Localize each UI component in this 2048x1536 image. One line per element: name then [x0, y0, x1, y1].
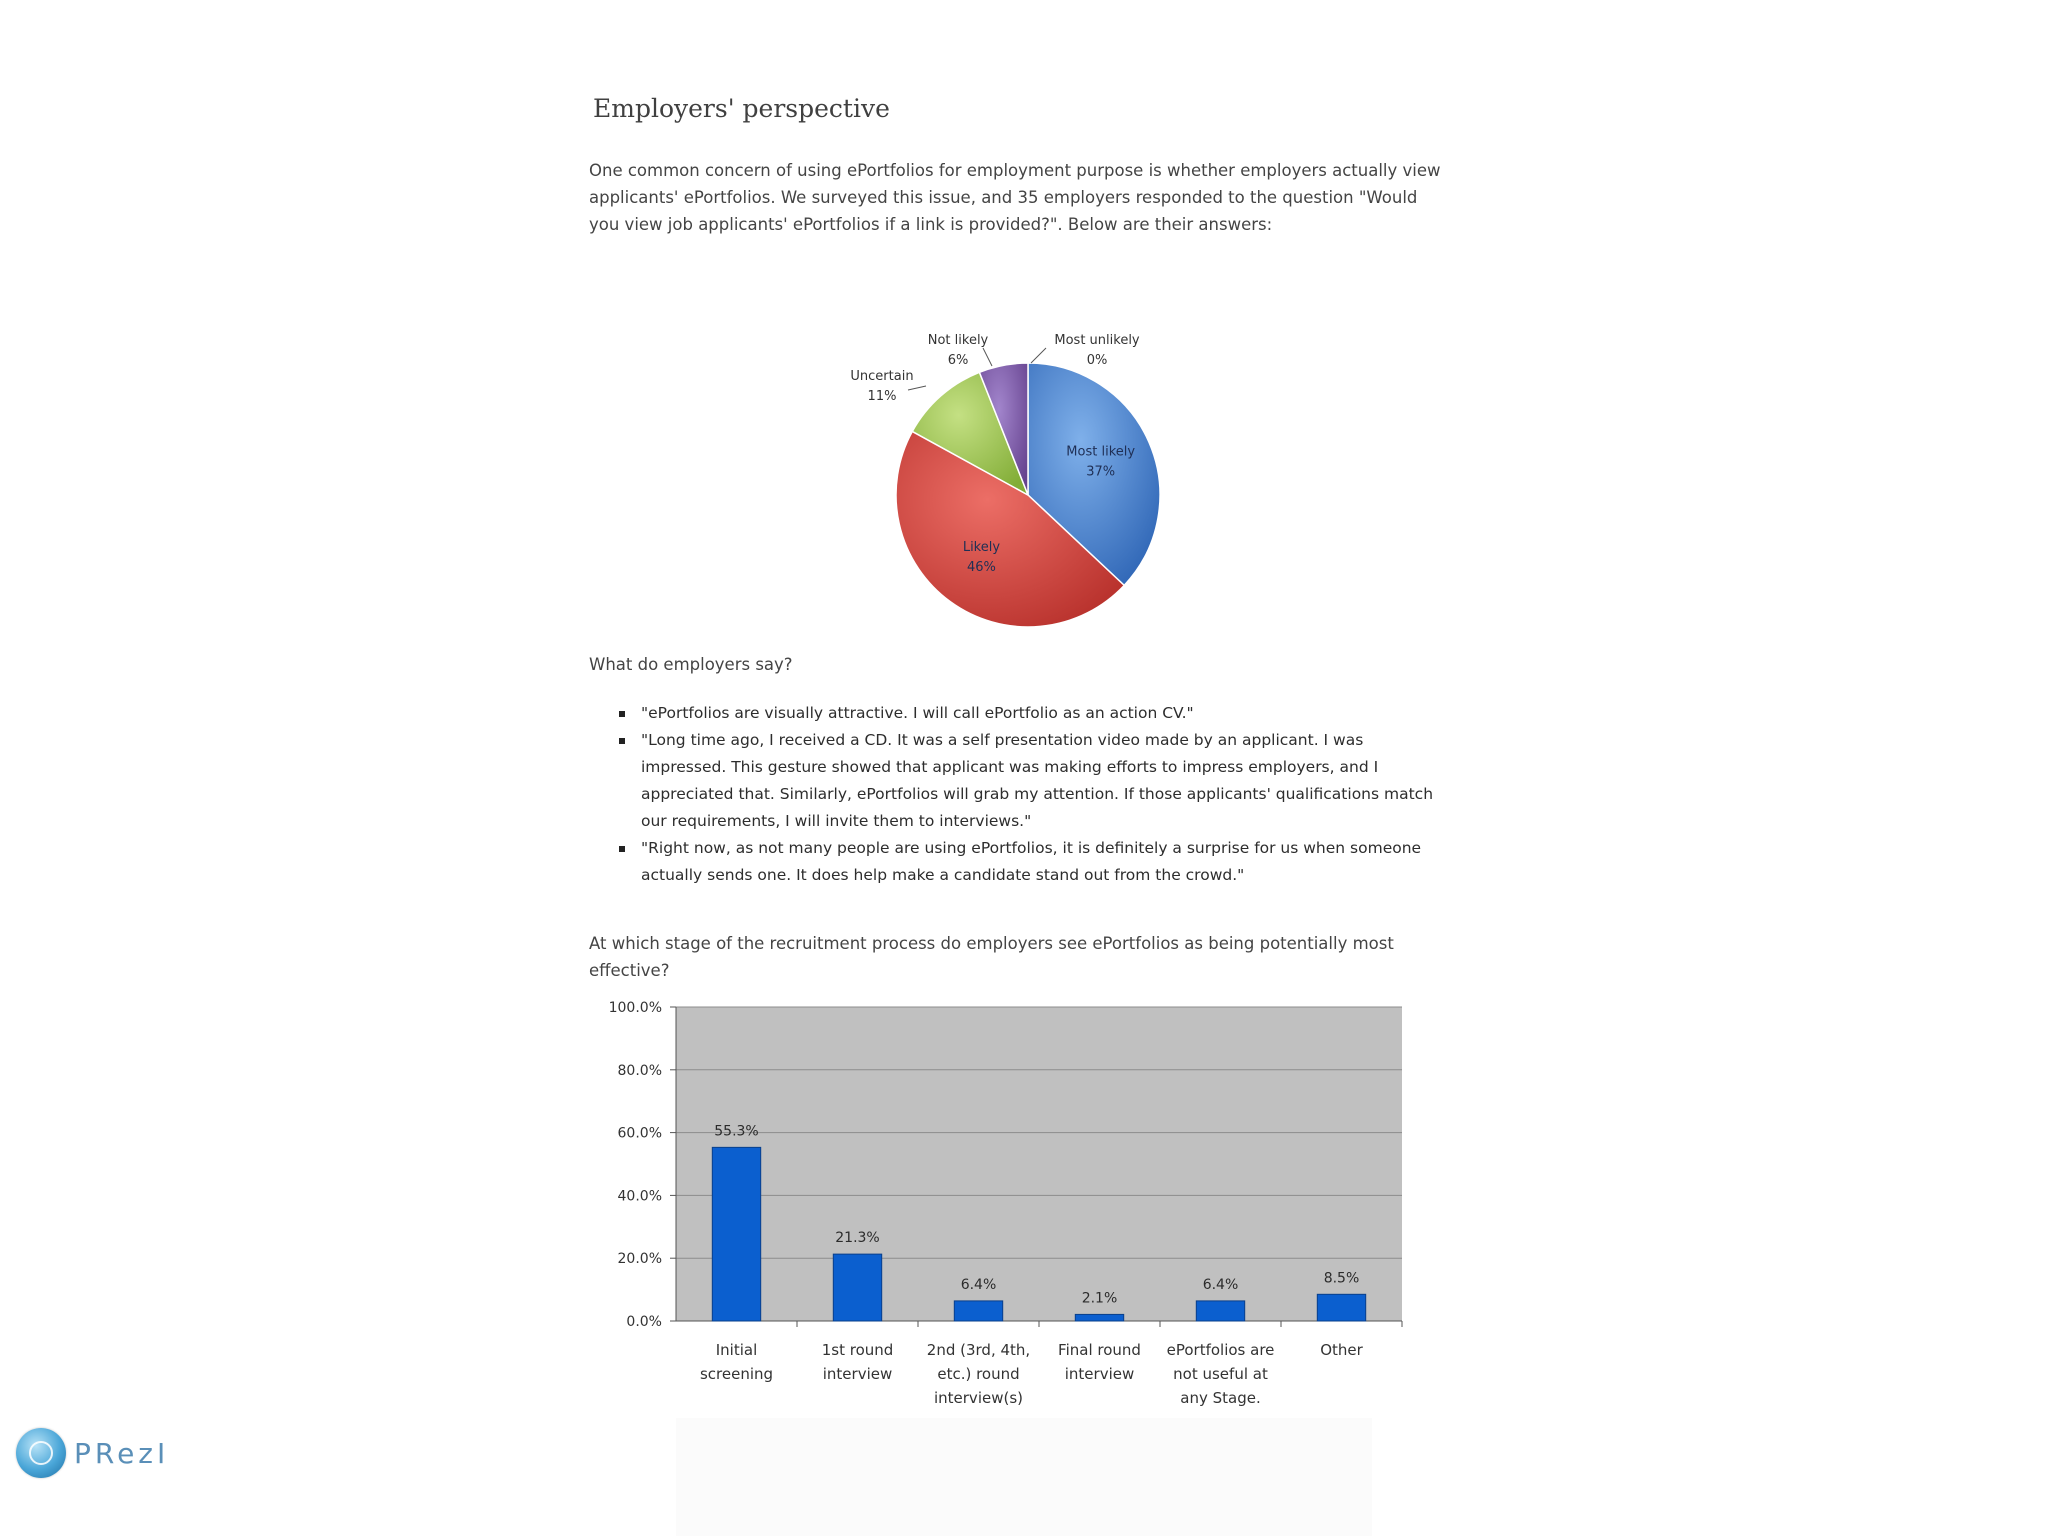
x-tick-label: 2nd (3rd, 4th, [926, 1341, 1031, 1359]
y-tick-label: 0.0% [626, 1314, 662, 1330]
pie-label-value: 46% [966, 560, 996, 576]
pie-label-category: Most likely [1066, 444, 1136, 460]
pie-label-value: 37% [1086, 464, 1116, 480]
quotes-list [619, 700, 1441, 889]
pie-label-category: Likely [962, 540, 1001, 556]
employers-say-heading: What do employers say? [589, 655, 793, 674]
y-tick-label: 60.0% [617, 1125, 662, 1142]
x-tick-label: not useful at [1173, 1365, 1268, 1383]
x-tick-label: screening [699, 1365, 774, 1383]
y-tick-label: 20.0% [617, 1251, 662, 1268]
bar [1075, 1314, 1123, 1321]
pie-label-value: 6% [947, 353, 969, 368]
x-tick-label: interview [1064, 1365, 1135, 1383]
bar-chart [580, 995, 1420, 1425]
quote-item: "ePortfolios are visually attractive. I will call ePortfolio as an action CV." [619, 700, 1441, 727]
bar [954, 1301, 1002, 1321]
plot-area [676, 1007, 1402, 1321]
x-tick-label: 1st round [821, 1341, 894, 1359]
prezi-logo [16, 1425, 186, 1481]
bar [712, 1147, 760, 1321]
bar-value-label: 2.1% [1081, 1290, 1118, 1307]
x-tick-label: ePortfolios are [1166, 1341, 1275, 1359]
bar [1196, 1301, 1244, 1321]
pie-label-category: Uncertain [850, 369, 914, 384]
prezi-logo-icon [16, 1428, 66, 1478]
y-tick-label: 80.0% [617, 1062, 662, 1079]
pie-label-category: Most unlikely [1054, 333, 1140, 348]
bar [833, 1254, 881, 1321]
y-tick-label: 40.0% [617, 1188, 662, 1205]
y-tick-label: 100.0% [608, 1000, 662, 1016]
x-tick-label: Final round [1058, 1341, 1141, 1359]
bar-value-label: 6.4% [960, 1276, 997, 1293]
bar-value-label: 8.5% [1323, 1270, 1360, 1287]
pie-label-value: 11% [867, 389, 897, 404]
pie-leader-line [1031, 348, 1046, 363]
x-tick-label: etc.) round [937, 1365, 1020, 1383]
x-tick-label: interview(s) [933, 1389, 1024, 1407]
x-tick-label: Initial [715, 1341, 758, 1359]
bar-value-label: 55.3% [714, 1123, 759, 1140]
bar-value-label: 21.3% [835, 1230, 880, 1247]
bar-value-label: 6.4% [1202, 1276, 1239, 1293]
pie-leader-line [983, 348, 992, 366]
bar [1317, 1294, 1365, 1321]
pie-label-category: Not likely [927, 333, 989, 348]
x-tick-label: interview [822, 1365, 893, 1383]
pie-chart [820, 320, 1180, 640]
x-tick-label: any Stage. [1180, 1389, 1261, 1407]
quote-item: "Right now, as not many people are using ePortfolios, it is definitely a surprise for us when someone actually sends one. It does help make a candidate stand out from the crowd." [619, 835, 1441, 889]
page-title: Employers' perspective [593, 94, 890, 123]
quote-item: "Long time ago, I received a CD. It was a self presentation video made by an applicant. I was impressed. This gesture showed that applicant was making efforts to impress employers, and I appreciated that. Similarly, ePortfolios will grab my attention. If those applicants' qualifications match our requirements, I will invite them to interviews." [619, 727, 1441, 835]
stage-question-heading: At which stage of the recruitment process do employers see ePortfolios as being potentially most effective? [589, 934, 1394, 980]
prezi-logo-text: PRezI [74, 1436, 170, 1470]
x-tick-label: Other [1320, 1341, 1363, 1359]
pie-leader-line [908, 386, 926, 390]
background-strip [676, 1418, 1372, 1536]
intro-paragraph: One common concern of using ePortfolios for employment purpose is whether employers actually view applicants' ePortfolios. We surveyed this issue, and 35 employers responded to the question "Would you view job applicants' ePortfolios if a link is provided?". Below are their answers: [589, 161, 1441, 234]
pie-label-value: 0% [1086, 353, 1108, 368]
